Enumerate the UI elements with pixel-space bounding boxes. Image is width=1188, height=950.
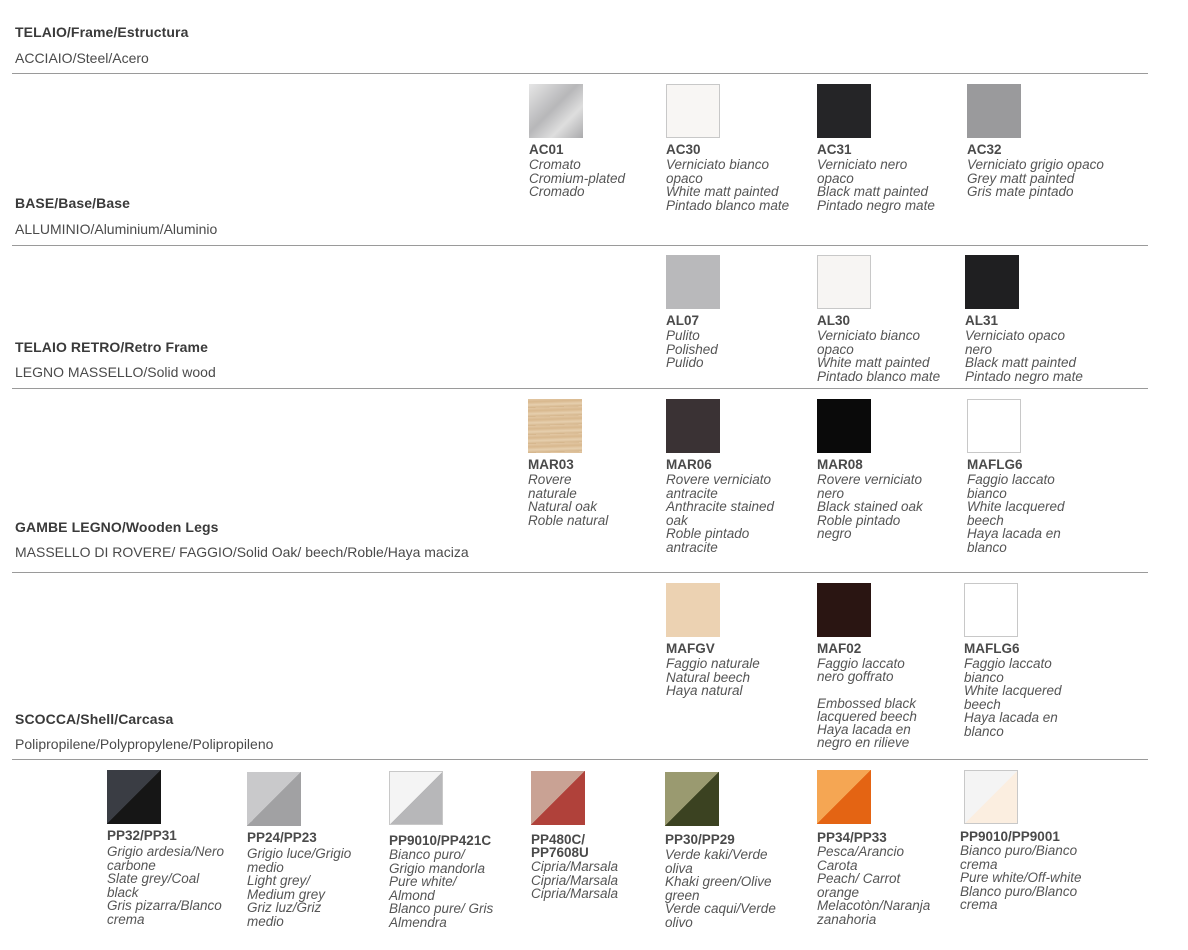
finish-code: MAR06: [666, 457, 712, 472]
swatch-al31: [965, 255, 1019, 309]
finish-code: MAFLG6: [964, 641, 1020, 656]
section-material-base: ALLUMINIO/Aluminium/Aluminio: [15, 221, 218, 237]
section-title-wooden-legs: GAMBE LEGNO/Wooden Legs: [15, 519, 219, 535]
finish-description: Verniciato opaco nero Black matt painted Pintado negro mate: [965, 328, 1083, 384]
finish-description: Verniciato bianco opaco White matt painted Pintado blanco mate: [817, 328, 941, 384]
divider: [12, 73, 1148, 74]
finish-code: PP34/PP33: [817, 830, 887, 845]
finish-code: AL07: [666, 313, 700, 328]
section-title-retro-frame: TELAIO RETRO/Retro Frame: [15, 339, 208, 355]
swatch-pp480c-pp7608u: [531, 771, 585, 825]
section-material-wooden-legs: MASSELLO DI ROVERE/ FAGGIO/Solid Oak/ beech/Roble/Haya maciza: [15, 544, 469, 560]
swatch-pp9010-pp421c: [389, 771, 443, 825]
finish-code: PP480C/ PP7608U: [531, 832, 589, 860]
finish-description: Bianco puro/Bianco crema Pure white/Off-white Blanco puro/Blanco crema: [960, 843, 1082, 912]
finish-code: PP9010/PP9001: [960, 829, 1060, 844]
finish-description: Faggio laccato bianco White lacquered beech Haya lacada en blanco: [967, 472, 1065, 555]
swatch-mar08: [817, 399, 871, 453]
finish-code: AC32: [967, 142, 1002, 157]
finish-description: Rovere naturale Natural oak Roble natural: [528, 472, 609, 528]
finish-description: Pulito Polished Pulido: [666, 328, 718, 370]
finish-code: MAFLG6: [967, 457, 1023, 472]
swatch-mafgv: [666, 583, 720, 637]
finish-description: Verniciato nero opaco Black matt painted Pintado negro mate: [817, 157, 935, 213]
swatch-pp9010-pp9001: [964, 770, 1018, 824]
finish-code: MAR08: [817, 457, 863, 472]
section-title-shell: SCOCCA/Shell/Carcasa: [15, 711, 174, 727]
finish-code: AL31: [965, 313, 999, 328]
finish-description: Faggio laccato bianco White lacquered beech Haya lacada en blanco: [964, 656, 1062, 739]
finish-description: Faggio naturale Natural beech Haya natural: [666, 656, 760, 698]
swatch-ac32: [967, 84, 1021, 138]
finish-description: Rovere verniciato nero Black stained oak Roble pintado negro: [817, 472, 923, 541]
finish-description: Grigio luce/Grigio medio Light grey/ Medium grey Griz luz/Griz medio: [247, 846, 352, 929]
swatch-mar06: [666, 399, 720, 453]
finish-description: Cromato Cromium-plated Cromado: [529, 157, 626, 199]
finish-code: PP30/PP29: [665, 832, 735, 847]
finish-description: Rovere verniciato antracite Anthracite stained oak Roble pintado antracite: [666, 472, 775, 555]
finish-description: Pesca/Arancio Carota Peach/ Carrot orange Melacotòn/Naranja zanahoria: [817, 844, 931, 927]
finish-code: AC30: [666, 142, 701, 157]
finish-code: PP32/PP31: [107, 828, 177, 843]
swatch-pp32-pp31: [107, 770, 161, 824]
finish-description: Faggio laccato nero goffrato Embossed black lacquered beech Haya lacada en negro en rilieve: [817, 656, 917, 751]
divider: [12, 759, 1148, 760]
finish-description: Verniciato bianco opaco White matt painted Pintado blanco mate: [666, 157, 790, 213]
finish-code: MAFGV: [666, 641, 715, 656]
finish-description: Verde kaki/Verde oliva Khaki green/Olive green Verde caqui/Verde olivo: [665, 847, 776, 930]
finish-description: Verniciato grigio opaco Grey matt painted Gris mate pintado: [967, 157, 1104, 199]
swatch-pp30-pp29: [665, 772, 719, 826]
section-material-frame: ACCIAIO/Steel/Acero: [15, 50, 149, 66]
finish-code: MAF02: [817, 641, 862, 656]
swatch-pp24-pp23: [247, 772, 301, 826]
swatch-pp34-pp33: [817, 770, 871, 824]
section-title-frame: TELAIO/Frame/Estructura: [15, 24, 189, 40]
finish-code: PP9010/PP421C: [389, 833, 492, 848]
finish-code: MAR03: [528, 457, 574, 472]
section-title-base: BASE/Base/Base: [15, 195, 131, 211]
divider: [12, 572, 1148, 573]
finish-code: AC01: [529, 142, 564, 157]
swatch-maflg6: [964, 583, 1018, 637]
swatch-maflg6: [967, 399, 1021, 453]
finish-description: Bianco puro/ Grigio mandorla Pure white/ Almond Blanco pure/ Gris Almendra: [389, 847, 494, 930]
divider: [12, 388, 1148, 389]
swatch-al07: [666, 255, 720, 309]
finish-description: Grigio ardesia/Nero carbone Slate grey/Coal black Gris pizarra/Blanco crema: [107, 844, 225, 927]
swatch-al30: [817, 255, 871, 309]
swatch-maf02: [817, 583, 871, 637]
section-material-retro-frame: LEGNO MASSELLO/Solid wood: [15, 364, 216, 380]
swatch-ac31: [817, 84, 871, 138]
swatch-ac30: [666, 84, 720, 138]
swatch-mar03: [528, 399, 582, 453]
section-material-shell: Polipropilene/Polypropylene/Polipropileno: [15, 736, 274, 752]
finish-code: AC31: [817, 142, 852, 157]
finish-code: PP24/PP23: [247, 830, 317, 845]
finish-description: Cipria/Marsala Cipria/Marsala Cipria/Marsala: [531, 859, 619, 901]
divider: [12, 245, 1148, 246]
swatch-ac01: [529, 84, 583, 138]
finish-code: AL30: [817, 313, 851, 328]
